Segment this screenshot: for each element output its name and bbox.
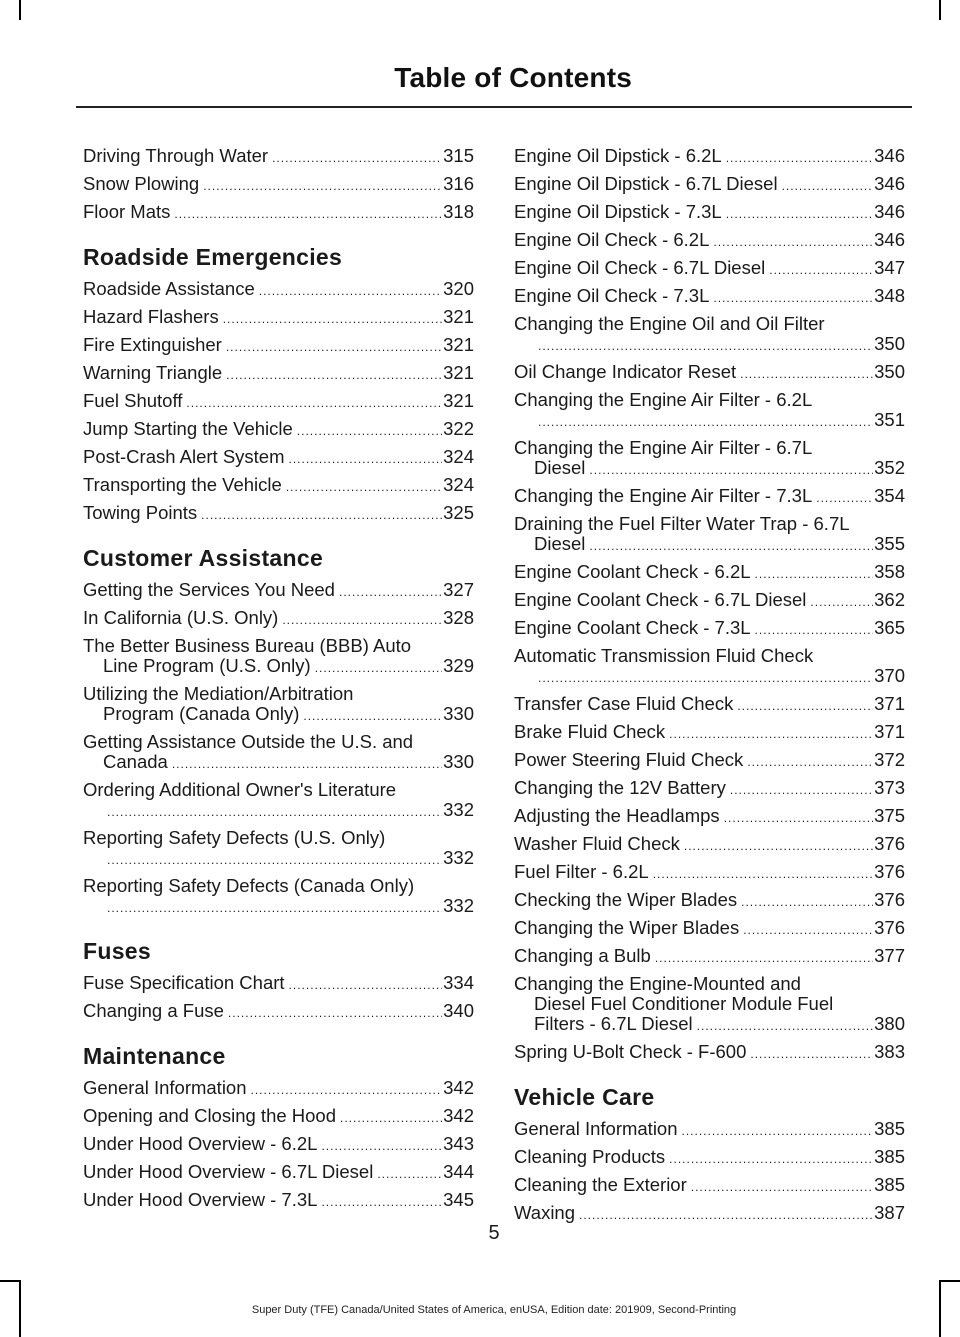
toc-entry-page: 365 bbox=[874, 617, 905, 638]
toc-entry[interactable] bbox=[83, 447, 474, 469]
toc-entry-page: 355 bbox=[874, 533, 905, 554]
toc-entry[interactable] bbox=[514, 890, 905, 912]
toc-entry-page: 321 bbox=[443, 306, 474, 327]
toc-entry[interactable] bbox=[83, 174, 474, 196]
dot-leader bbox=[282, 610, 442, 630]
toc-entry-page: 327 bbox=[443, 579, 474, 600]
toc-entry-page: 358 bbox=[874, 561, 905, 582]
toc-entry-title: Under Hood Overview - 6.7L Diesel bbox=[83, 1161, 374, 1182]
dot-leader bbox=[321, 1192, 442, 1212]
dot-leader bbox=[259, 281, 442, 301]
dot-leader bbox=[769, 260, 873, 280]
toc-entry-page: 329 bbox=[443, 655, 474, 676]
toc-entry[interactable] bbox=[514, 486, 905, 508]
toc-entry[interactable] bbox=[514, 646, 905, 688]
toc-entry-title: Waxing bbox=[514, 1202, 576, 1223]
toc-entry-page: 347 bbox=[874, 257, 905, 278]
toc-entry[interactable] bbox=[514, 362, 905, 384]
dot-leader bbox=[747, 752, 873, 772]
toc-entry-title: Under Hood Overview - 6.2L bbox=[83, 1133, 318, 1154]
toc-entry[interactable] bbox=[514, 974, 905, 1036]
dot-leader bbox=[782, 176, 874, 196]
toc-entry-page: 346 bbox=[874, 173, 905, 194]
dot-leader bbox=[755, 564, 874, 584]
dot-leader bbox=[743, 920, 873, 940]
toc-entry-page: 346 bbox=[874, 201, 905, 222]
dot-leader bbox=[697, 1016, 873, 1036]
toc-entry[interactable] bbox=[514, 918, 905, 940]
toc-entry[interactable] bbox=[83, 363, 474, 385]
toc-entry-title: Changing the Engine Air Filter - 6.2L bbox=[514, 389, 813, 410]
toc-entry-title: Changing a Fuse bbox=[83, 1000, 224, 1021]
toc-entry-page: 377 bbox=[874, 945, 905, 966]
dot-leader bbox=[228, 1003, 442, 1023]
toc-entry-page: 380 bbox=[874, 1013, 905, 1034]
toc-entry[interactable] bbox=[83, 475, 474, 497]
toc-entry[interactable] bbox=[514, 438, 905, 480]
toc-entry-page: 376 bbox=[874, 861, 905, 882]
dot-leader bbox=[682, 1121, 874, 1141]
dot-leader bbox=[730, 780, 873, 800]
toc-entry-page: 343 bbox=[443, 1133, 474, 1154]
toc-entry[interactable] bbox=[83, 419, 474, 441]
toc-entry[interactable] bbox=[514, 174, 905, 196]
page-number: 5 bbox=[488, 1222, 500, 1244]
toc-entry-page: 387 bbox=[874, 1202, 905, 1223]
toc-entry[interactable] bbox=[83, 780, 474, 822]
toc-entry-title: Changing the Engine Air Filter - 6.7L bbox=[514, 437, 813, 458]
toc-entry[interactable] bbox=[83, 146, 474, 168]
toc-entry[interactable] bbox=[514, 390, 905, 432]
section-heading: Roadside Emergencies bbox=[83, 244, 343, 270]
toc-entry[interactable] bbox=[514, 750, 905, 772]
toc-entry[interactable] bbox=[514, 590, 905, 612]
toc-entry[interactable] bbox=[514, 1175, 905, 1197]
toc-entry-page: 324 bbox=[443, 446, 474, 467]
toc-entry-title: Under Hood Overview - 7.3L bbox=[83, 1189, 318, 1210]
toc-entry-title: Engine Oil Dipstick - 6.2L bbox=[514, 145, 722, 166]
toc-entry-page: 328 bbox=[443, 607, 474, 628]
toc-entry[interactable] bbox=[514, 1119, 905, 1141]
toc-entry[interactable] bbox=[514, 146, 905, 168]
dot-leader bbox=[589, 460, 873, 480]
toc-entry[interactable] bbox=[514, 694, 905, 716]
dot-leader bbox=[538, 336, 873, 356]
dot-leader bbox=[297, 421, 442, 441]
toc-entry-title: Hazard Flashers bbox=[83, 306, 219, 327]
toc-entry-page: 371 bbox=[874, 693, 905, 714]
dot-leader bbox=[713, 288, 873, 308]
toc-entry-page: 375 bbox=[874, 805, 905, 826]
toc-entry-page: 315 bbox=[443, 145, 474, 166]
dot-leader bbox=[691, 1177, 873, 1197]
toc-entry-title: Changing the Engine Air Filter - 7.3L bbox=[514, 485, 813, 506]
dot-leader bbox=[272, 148, 442, 168]
toc-entry-page: 334 bbox=[443, 972, 474, 993]
dot-leader bbox=[750, 1044, 873, 1064]
toc-entry[interactable] bbox=[83, 636, 474, 678]
toc-entry-title: In California (U.S. Only) bbox=[83, 607, 279, 628]
dot-leader bbox=[321, 1136, 442, 1156]
toc-entry[interactable] bbox=[514, 514, 905, 556]
dot-leader bbox=[107, 898, 442, 918]
toc-entry-title: Oil Change Indicator Reset bbox=[514, 361, 737, 382]
toc-entry-page: 320 bbox=[443, 278, 474, 299]
toc-entry-title: Getting Assistance Outside the U.S. and bbox=[83, 731, 414, 752]
toc-entry[interactable] bbox=[83, 1078, 474, 1100]
toc-entry[interactable] bbox=[83, 608, 474, 630]
toc-entry-title-continued: Filters - 6.7L Diesel bbox=[534, 1013, 693, 1034]
toc-entry-title: Engine Oil Dipstick - 6.7L Diesel bbox=[514, 173, 778, 194]
section-heading: Vehicle Care bbox=[514, 1084, 655, 1110]
dot-leader bbox=[755, 620, 874, 640]
dot-leader bbox=[724, 808, 873, 828]
toc-entry-page: 321 bbox=[443, 334, 474, 355]
toc-entry-page: 332 bbox=[443, 847, 474, 868]
toc-entry[interactable] bbox=[83, 732, 474, 774]
toc-entry-page: 385 bbox=[874, 1118, 905, 1139]
toc-entry-title: Changing the 12V Battery bbox=[514, 777, 726, 798]
toc-entry-title: Reporting Safety Defects (Canada Only) bbox=[83, 875, 415, 896]
toc-entry-title: Driving Through Water bbox=[83, 145, 269, 166]
toc-entry[interactable] bbox=[514, 862, 905, 884]
section-heading: Maintenance bbox=[83, 1043, 226, 1069]
dot-leader bbox=[726, 148, 873, 168]
dot-leader bbox=[289, 975, 443, 995]
toc-entry-page: 373 bbox=[874, 777, 905, 798]
toc-entry-page: 371 bbox=[874, 721, 905, 742]
dot-leader bbox=[174, 204, 442, 224]
toc-entry-title: Changing a Bulb bbox=[514, 945, 651, 966]
crop-mark-top-left bbox=[19, 0, 21, 20]
toc-entry-title: Power Steering Fluid Check bbox=[514, 749, 744, 770]
toc-entry-page: 346 bbox=[874, 145, 905, 166]
dot-leader bbox=[203, 176, 442, 196]
dot-leader bbox=[740, 364, 873, 384]
toc-entry[interactable] bbox=[83, 580, 474, 602]
toc-entry-page: 318 bbox=[443, 201, 474, 222]
toc-entry-page: 376 bbox=[874, 889, 905, 910]
toc-entry-title: Engine Oil Dipstick - 7.3L bbox=[514, 201, 722, 222]
toc-entry[interactable] bbox=[83, 335, 474, 357]
toc-entry-title: Automatic Transmission Fluid Check bbox=[514, 645, 814, 666]
toc-entry-page: 345 bbox=[443, 1189, 474, 1210]
toc-entry[interactable] bbox=[514, 834, 905, 856]
toc-entry-title: Engine Coolant Check - 6.7L Diesel bbox=[514, 589, 807, 610]
dot-leader bbox=[741, 892, 873, 912]
dot-leader bbox=[339, 582, 442, 602]
toc-entry-page: 324 bbox=[443, 474, 474, 495]
toc-entry-page: 344 bbox=[443, 1161, 474, 1182]
section-heading: Fuses bbox=[83, 938, 151, 964]
toc-entry[interactable] bbox=[83, 279, 474, 301]
toc-entry-title: Draining the Fuel Filter Water Trap - 6.7L bbox=[514, 513, 850, 534]
toc-entry-title: Changing the Engine-Mounted and bbox=[514, 973, 801, 994]
toc-entry-title: Reporting Safety Defects (U.S. Only) bbox=[83, 827, 386, 848]
toc-entry[interactable] bbox=[83, 391, 474, 413]
dot-leader bbox=[538, 412, 873, 432]
toc-entry-page: 321 bbox=[443, 390, 474, 411]
page-title: Table of Contents bbox=[394, 62, 632, 93]
toc-entry[interactable] bbox=[83, 1106, 474, 1128]
dot-leader bbox=[186, 393, 442, 413]
dot-leader bbox=[107, 850, 442, 870]
toc-entry-page: 330 bbox=[443, 751, 474, 772]
toc-entry-title: Engine Oil Check - 6.7L Diesel bbox=[514, 257, 766, 278]
toc-entry[interactable] bbox=[83, 307, 474, 329]
toc-left-column bbox=[83, 146, 474, 1218]
toc-entry-title: Warning Triangle bbox=[83, 362, 223, 383]
toc-entry-page: 376 bbox=[874, 917, 905, 938]
toc-entry-page: 376 bbox=[874, 833, 905, 854]
dot-leader bbox=[286, 477, 442, 497]
crop-mark-bottom-right bbox=[940, 1280, 960, 1282]
toc-entry-page: 354 bbox=[874, 485, 905, 506]
toc-entry-title-continued: Line Program (U.S. Only) bbox=[103, 655, 311, 676]
toc-entry[interactable] bbox=[83, 876, 474, 918]
toc-entry-title: Opening and Closing the Hood bbox=[83, 1105, 337, 1126]
toc-entry-title: Checking the Wiper Blades bbox=[514, 889, 738, 910]
toc-entry-page: 362 bbox=[874, 589, 905, 610]
toc-entry-title: Engine Oil Check - 7.3L bbox=[514, 285, 710, 306]
dot-leader bbox=[653, 864, 873, 884]
toc-entry-title: Changing the Engine Oil and Oil Filter bbox=[514, 313, 825, 334]
toc-entry-title: Cleaning the Exterior bbox=[514, 1174, 687, 1195]
dot-leader bbox=[107, 802, 442, 822]
toc-entry-page: 370 bbox=[874, 665, 905, 686]
toc-entry-page: 351 bbox=[874, 409, 905, 430]
toc-entry-title: Ordering Additional Owner's Literature bbox=[83, 779, 397, 800]
toc-entry-title-continued: Diesel bbox=[534, 533, 586, 554]
dot-leader bbox=[201, 505, 442, 525]
crop-mark-top-right bbox=[939, 0, 941, 20]
toc-entry-title: General Information bbox=[83, 1077, 247, 1098]
toc-entry[interactable] bbox=[514, 722, 905, 744]
dot-leader bbox=[226, 337, 442, 357]
dot-leader bbox=[589, 536, 873, 556]
dot-leader bbox=[172, 754, 442, 774]
toc-entry-page: 330 bbox=[443, 703, 474, 724]
dot-leader bbox=[303, 706, 442, 726]
toc-right-column bbox=[514, 146, 905, 1231]
toc-entry[interactable] bbox=[514, 806, 905, 828]
toc-entry[interactable] bbox=[83, 1190, 474, 1212]
toc-entry-title: Engine Oil Check - 6.2L bbox=[514, 229, 710, 250]
toc-entry[interactable] bbox=[514, 258, 905, 280]
toc-entry-title: Transfer Case Fluid Check bbox=[514, 693, 734, 714]
toc-entry-title: Floor Mats bbox=[83, 201, 171, 222]
toc-entry-title: Utilizing the Mediation/Arbitration bbox=[83, 683, 354, 704]
toc-entry-title: The Better Business Bureau (BBB) Auto bbox=[83, 635, 412, 656]
toc-entry[interactable] bbox=[514, 1042, 905, 1064]
toc-entry[interactable] bbox=[514, 1147, 905, 1169]
toc-entry-title: Towing Points bbox=[83, 502, 198, 523]
toc-entry-title: Snow Plowing bbox=[83, 173, 200, 194]
toc-entry-page: 332 bbox=[443, 799, 474, 820]
crop-mark-bottom-left bbox=[0, 1280, 20, 1282]
toc-entry[interactable] bbox=[514, 202, 905, 224]
toc-entry-title-continued: Canada bbox=[103, 751, 168, 772]
dot-leader bbox=[669, 1149, 873, 1169]
toc-entry-title: Transporting the Vehicle bbox=[83, 474, 282, 495]
toc-entry-title: Engine Coolant Check - 7.3L bbox=[514, 617, 751, 638]
dot-leader bbox=[340, 1108, 442, 1128]
toc-entry[interactable] bbox=[514, 618, 905, 640]
dot-leader bbox=[315, 658, 442, 678]
toc-entry[interactable] bbox=[83, 973, 474, 995]
toc-entry-page: 385 bbox=[874, 1174, 905, 1195]
dot-leader bbox=[251, 1080, 443, 1100]
toc-entry[interactable] bbox=[83, 202, 474, 224]
toc-entry-page: 383 bbox=[874, 1041, 905, 1062]
toc-entry[interactable] bbox=[83, 1001, 474, 1023]
toc-entry-title: Washer Fluid Check bbox=[514, 833, 680, 854]
toc-entry-page: 350 bbox=[874, 361, 905, 382]
toc-entry-page: 348 bbox=[874, 285, 905, 306]
toc-entry-page: 372 bbox=[874, 749, 905, 770]
toc-entry-title: Post-Crash Alert System bbox=[83, 446, 285, 467]
toc-entry-title: Jump Starting the Vehicle bbox=[83, 418, 293, 439]
toc-entry-title-continued: Diesel Fuel Conditioner Module Fuel bbox=[534, 993, 834, 1014]
toc-entry-title: Engine Coolant Check - 6.2L bbox=[514, 561, 751, 582]
toc-entry-title: Spring U-Bolt Check - F-600 bbox=[514, 1041, 747, 1062]
dot-leader bbox=[226, 365, 442, 385]
toc-entry-page: 342 bbox=[443, 1105, 474, 1126]
toc-entry-page: 332 bbox=[443, 895, 474, 916]
dot-leader bbox=[713, 232, 873, 252]
dot-leader bbox=[737, 696, 873, 716]
toc-entry[interactable] bbox=[514, 562, 905, 584]
header-rule bbox=[76, 106, 912, 108]
toc-entry-title: Getting the Services You Need bbox=[83, 579, 335, 600]
toc-entry-title: Adjusting the Headlamps bbox=[514, 805, 720, 826]
toc-entry[interactable] bbox=[83, 1162, 474, 1184]
dot-leader bbox=[726, 204, 873, 224]
toc-entry[interactable] bbox=[83, 1134, 474, 1156]
dot-leader bbox=[684, 836, 873, 856]
dot-leader bbox=[223, 309, 442, 329]
dot-leader bbox=[816, 488, 873, 508]
toc-entry-page: 321 bbox=[443, 362, 474, 383]
toc-entry-page: 322 bbox=[443, 418, 474, 439]
toc-entry[interactable] bbox=[514, 778, 905, 800]
toc-entry-title-continued: Diesel bbox=[534, 457, 586, 478]
toc-entry[interactable] bbox=[83, 828, 474, 870]
toc-entry-title: Changing the Wiper Blades bbox=[514, 917, 740, 938]
section-heading: Customer Assistance bbox=[83, 545, 324, 571]
toc-entry-page: 350 bbox=[874, 333, 905, 354]
toc-entry-title: Roadside Assistance bbox=[83, 278, 255, 299]
dot-leader bbox=[810, 592, 873, 612]
toc-entry-page: 316 bbox=[443, 173, 474, 194]
toc-entry[interactable] bbox=[514, 314, 905, 356]
toc-entry[interactable] bbox=[83, 684, 474, 726]
dot-leader bbox=[669, 724, 873, 744]
toc-entry[interactable] bbox=[514, 230, 905, 252]
footer-edition: Super Duty (TFE) Canada/United States of America, enUSA, Edition date: 201909, Second-Printing bbox=[251, 1304, 737, 1316]
toc-entry-title: Fuel Filter - 6.2L bbox=[514, 861, 649, 882]
toc-entry[interactable] bbox=[514, 286, 905, 308]
dot-leader bbox=[538, 668, 873, 688]
dot-leader bbox=[655, 948, 873, 968]
dot-leader bbox=[289, 449, 443, 469]
toc-entry[interactable] bbox=[514, 946, 905, 968]
toc-entry-title: General Information bbox=[514, 1118, 678, 1139]
toc-entry-title-continued: Program (Canada Only) bbox=[103, 703, 300, 724]
toc-entry-page: 385 bbox=[874, 1146, 905, 1167]
toc-entry-title: Brake Fluid Check bbox=[514, 721, 666, 742]
toc-entry-page: 325 bbox=[443, 502, 474, 523]
toc-entry-page: 340 bbox=[443, 1000, 474, 1021]
toc-entry-page: 346 bbox=[874, 229, 905, 250]
toc-entry-title: Fuse Specification Chart bbox=[83, 972, 285, 993]
toc-entry[interactable] bbox=[83, 503, 474, 525]
toc-entry-title: Cleaning Products bbox=[514, 1146, 666, 1167]
toc-entry-page: 352 bbox=[874, 457, 905, 478]
toc-entry-title: Fire Extinguisher bbox=[83, 334, 222, 355]
toc-entry-page: 342 bbox=[443, 1077, 474, 1098]
toc-entry-title: Fuel Shutoff bbox=[83, 390, 183, 411]
dot-leader bbox=[377, 1164, 442, 1184]
